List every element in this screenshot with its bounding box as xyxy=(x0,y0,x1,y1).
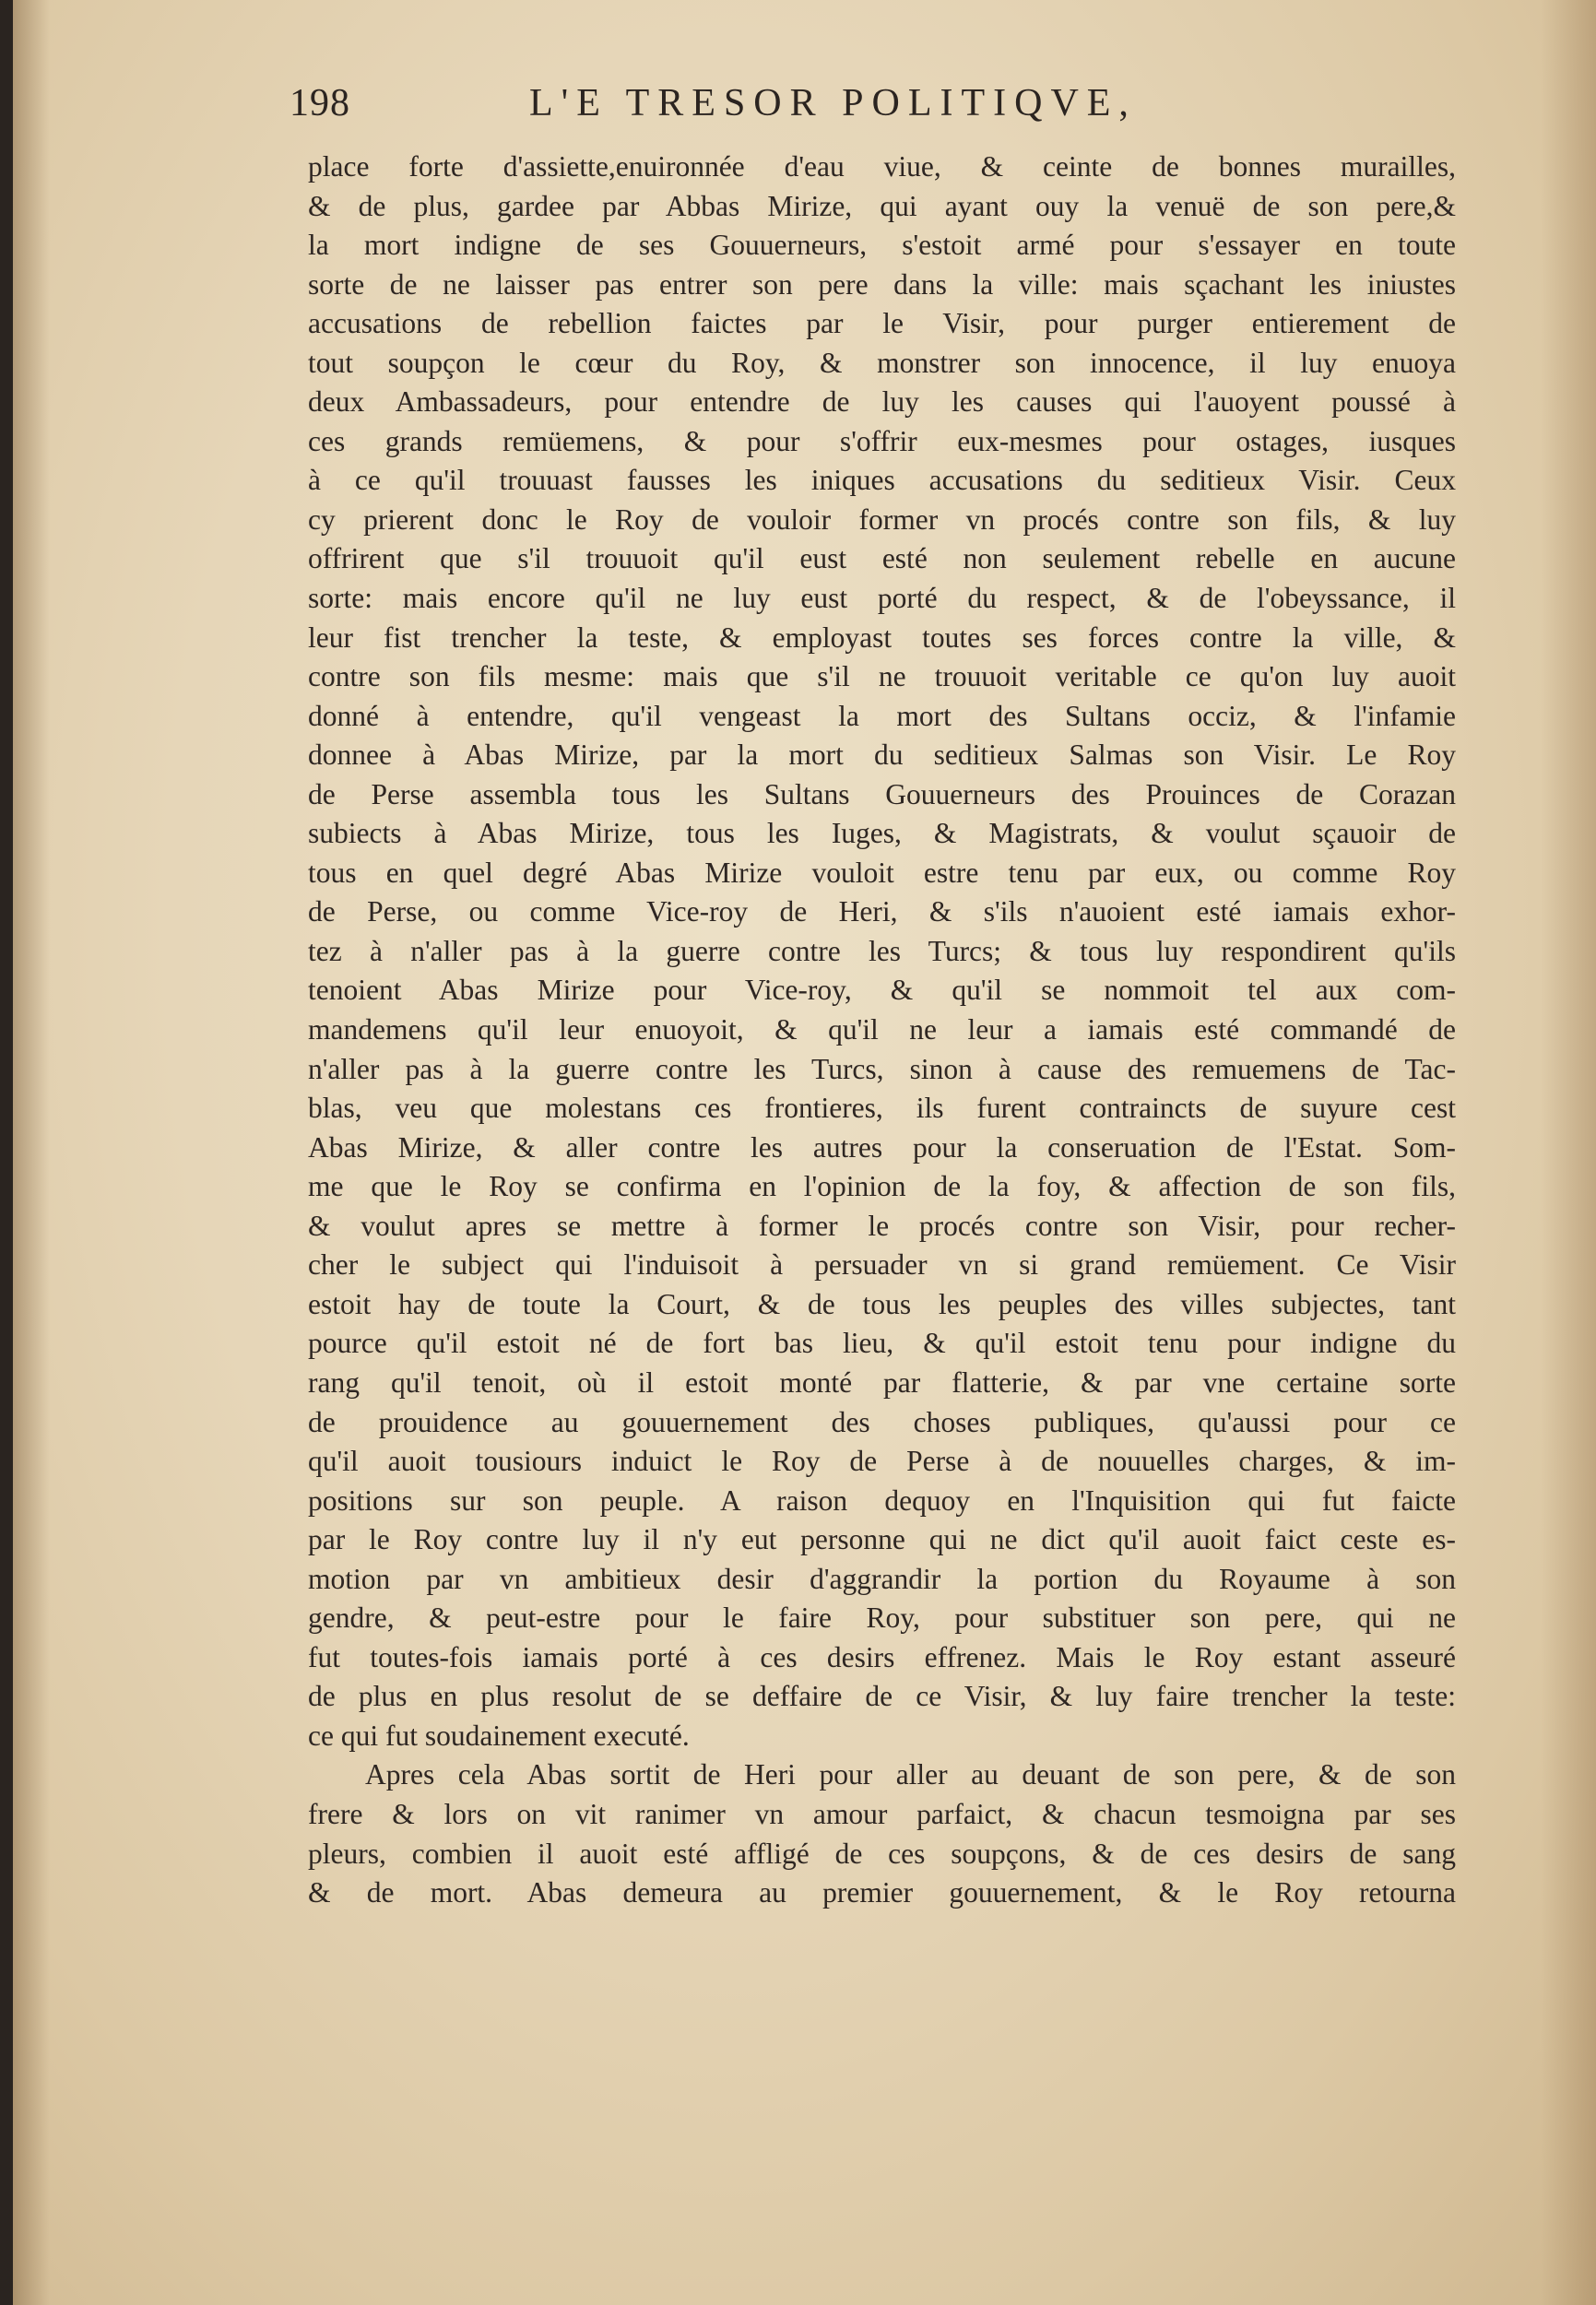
paragraph-2 xyxy=(308,1755,1456,1912)
text-line: place forte d'assiette,enuironnée d'eau viue, & ceinte de bonnes murailles, xyxy=(308,150,1456,183)
text-line: & voulut apres se mettre à former le procés contre son Visir, pour recher- xyxy=(308,1209,1456,1242)
text-line: frere & lors on vit ranimer vn amour parfaict, & chacun tesmoigna par ses xyxy=(308,1797,1456,1830)
text-line: de Perse assembla tous les Sultans Gouuerneurs des Prouinces de Corazan xyxy=(308,777,1456,810)
text-line: ce qui fut soudainement executé. xyxy=(308,1719,690,1752)
text-line: sorte de ne laisser pas entrer son pere dans la ville: mais sçachant les iniustes xyxy=(308,267,1456,301)
text-line: subiects à Abas Mirize, tous les Iuges, & Magistrats, & voulut sçauoir de xyxy=(308,817,1456,850)
text-line: contre son fils mesme: mais que s'il ne trouuoit veritable ce qu'on luy auoit xyxy=(308,660,1456,693)
text-line: la mort indigne de ses Gouuerneurs, s'estoit armé pour s'essayer en toute xyxy=(308,229,1456,262)
text-line: n'aller pas à la guerre contre les Turcs, sinon à cause des remuemens de Tac- xyxy=(308,1052,1456,1085)
text-line: tous en quel degré Abas Mirize vouloit estre tenu par eux, ou comme Roy xyxy=(308,856,1456,889)
text-line: cy prierent donc le Roy de vouloir former vn procés contre son fils, & luy xyxy=(308,502,1456,536)
page-header xyxy=(290,81,1304,136)
text-line: pleurs, combien il auoit esté affligé de ces soupçons, & de ces desirs de sang xyxy=(308,1837,1456,1870)
text-line: rang qu'il tenoit, où il estoit monté par flatterie, & par vne certaine sorte xyxy=(308,1365,1456,1399)
text-line: accusations de rebellion faictes par le Visir, pour purger entierement de xyxy=(308,307,1456,340)
text-line: de Perse, ou comme Vice-roy de Heri, & s'ils n'auoient esté iamais exhor- xyxy=(308,895,1456,928)
page-number: 198 xyxy=(290,82,350,124)
text-line: offrirent que s'il trouuoit qu'il eust esté non seulement rebelle en aucune xyxy=(308,542,1456,575)
text-line: & de plus, gardee par Abbas Mirize, qui ayant ouy la venuë de son pere,& xyxy=(308,189,1456,222)
text-line: à ce qu'il trouuast fausses les iniques accusations du seditieux Visir. Ceux xyxy=(308,464,1456,497)
text-line: tez à n'aller pas à la guerre contre les Turcs; & tous luy respondirent qu'ils xyxy=(308,934,1456,967)
text-line: tout soupçon le cœur du Roy, & monstrer son innocence, il luy enuoya xyxy=(308,346,1456,379)
text-line: gendre, & peut-estre pour le faire Roy, pour substituer son pere, qui ne xyxy=(308,1602,1456,1635)
text-line: leur fist trencher la teste, & employast toutes ses forces contre la ville, & xyxy=(308,621,1456,654)
text-line: par le Roy contre luy il n'y eut personne qui ne dict qu'il auoit faict ceste es- xyxy=(308,1523,1456,1556)
text-line: tenoient Abas Mirize pour Vice-roy, & qu'il se nommoit tel aux com- xyxy=(308,974,1456,1007)
body-text xyxy=(308,148,1456,1913)
paragraph-1 xyxy=(308,148,1456,1755)
text-line: & de mort. Abas demeura au premier gouuernement, & le Roy retourna xyxy=(308,1876,1456,1909)
text-line: donné à entendre, qu'il vengeast la mort des Sultans occiz, & l'infamie xyxy=(308,699,1456,732)
text-line: me que le Roy se confirma en l'opinion de la foy, & affection de son fils, xyxy=(308,1170,1456,1203)
text-line: qu'il auoit tousiours induict le Roy de Perse à de nouuelles charges, & im- xyxy=(308,1445,1456,1478)
text-line: motion par vn ambitieux desir d'aggrandir la portion du Royaume à son xyxy=(308,1562,1456,1595)
text-line: de prouidence au gouuernement des choses publiques, qu'aussi pour ce xyxy=(308,1405,1456,1438)
book-page xyxy=(13,0,1596,2305)
text-line: pource qu'il estoit né de fort bas lieu, & qu'il estoit tenu pour indigne du xyxy=(308,1327,1456,1360)
text-line: Apres cela Abas sortit de Heri pour aller au deuant de son pere, & de son xyxy=(365,1758,1456,1791)
text-line: donnee à Abas Mirize, par la mort du seditieux Salmas son Visir. Le Roy xyxy=(308,739,1456,772)
text-line: positions sur son peuple. A raison dequoy en l'Inquisition qui fut faicte xyxy=(308,1483,1456,1517)
text-line: estoit hay de toute la Court, & de tous les peuples des villes subjectes, tant xyxy=(308,1287,1456,1320)
text-line: cher le subject qui l'induisoit à persuader vn si grand remüement. Ce Visir xyxy=(308,1248,1456,1282)
text-line: Abas Mirize, & aller contre les autres pour la conseruation de l'Estat. Som- xyxy=(308,1130,1456,1164)
text-line: deux Ambassadeurs, pour entendre de luy les causes qui l'auoyent poussé à xyxy=(308,385,1456,419)
text-line: de plus en plus resolut de se deffaire de ce Visir, & luy faire trencher la teste: xyxy=(308,1680,1456,1713)
text-line: mandemens qu'il leur enuoyoit, & qu'il ne leur a iamais esté commandé de xyxy=(308,1013,1456,1046)
text-line: fut toutes-fois iamais porté à ces desirs effrenez. Mais le Roy estant asseuré xyxy=(308,1640,1456,1673)
running-title: L'E TRESOR POLITIQVE, xyxy=(529,82,1137,124)
text-line: ces grands remüemens, & pour s'offrir eux-mesmes pour ostages, iusques xyxy=(308,424,1456,457)
text-line: sorte: mais encore qu'il ne luy eust porté du respect, & de l'obeyssance, il xyxy=(308,582,1456,615)
text-line: blas, veu que molestans ces frontieres, ils furent contraincts de suyure cest xyxy=(308,1092,1456,1125)
